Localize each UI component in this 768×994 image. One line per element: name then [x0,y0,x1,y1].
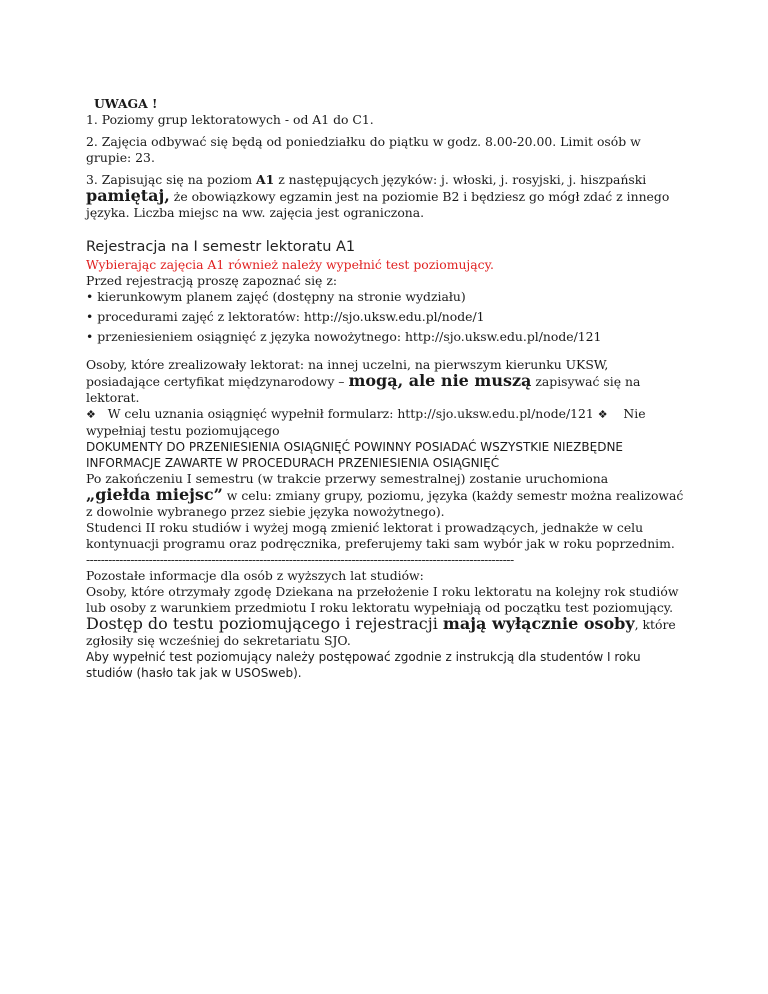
notice-item-1: 1. Poziomy grup lektoratowych - od A1 do C1. [86,112,374,127]
after-semester-text: Po zakończeniu I semestru (w trakcie przerwy semestralnej) zostanie uruchomiona [86,471,609,486]
separator-dashes: -------------------------------------------------------------------------------------------------------------------- [86,552,514,567]
notice-item-3-pre: 3. Zapisując się na poziom [86,172,257,187]
diamond-bullet-icon: ❖ [86,408,96,421]
notice-item-2: 2. Zajęcia odbywać się będą od poniedziałku do piątku w godz. 8.00-20.00. Limit osób w grupie: 23. [86,134,641,165]
second-year-text: Studenci II roku studiów i wyżej mogą zmienić lektorat i prowadzących, jednakże w celu kontynuacji programu oraz podręcznika, preferujemy taki sam wybór jak w roku poprzednim. [86,520,675,551]
others-p1-pre: Osoby, które zrealizowały lektorat: na innej uczelni, na pierwszym kierunku UKSW, posiadające certyfikat międzynarodowy – [86,357,609,389]
exchange-text: w celu: zmiany grupy, poziomu, języka (każdy semestr można realizować z dowolnie wybranego przez siebie języka nowożytnego). [86,488,684,519]
registration-warning: Wybierając zajęcia A1 również należy wypełnić test poziomujący. [86,257,494,272]
diamond-bullet-icon: ❖ [597,408,608,421]
remaining-info-heading: Pozostałe informacje dla osób z wyższych lat studiów: [86,568,424,583]
access-post: , które zgłosiły się wcześniej do sekretariatu SJO. [86,617,676,648]
notice-item-3-remember: pamiętaj, [86,186,170,205]
registration-bullet-2: • procedurami zajęć z lektoratów: http://sjo.uksw.edu.pl/node/1 [86,309,485,324]
registration-title: Rejestracja na I semestr lektoratu A1 [86,239,356,255]
notice-item-3-post: z następujących języków: j. włoski, j. rosyjski, j. hiszpański [274,172,647,187]
documents-notice: DOKUMENTY DO PRZENIESIENIA OSIĄGNIĘĆ POWINNY POSIADAĆ WSZYSTKIE NIEZBĘDNE INFORMACJE ZAWARTE W PROCEDURACH PRZENIESIENIA OSIĄGNIĘĆ [86,440,624,470]
notice-item-3-level: A1 [256,172,275,187]
others-p1-post: zapisywać się na lektorat. [86,374,641,405]
registration-bullet-1: • kierunkowym planem zajęć (dostępny na stronie wydziału) [86,289,466,304]
access-pre: Dostęp do testu poziomującego i rejestracji [86,614,443,633]
access-paragraph [86,616,686,649]
notice-item-3 [86,172,686,221]
notice-heading: UWAGA ! [94,96,158,111]
others-p1-emphasis: mogą, ale nie muszą [348,371,532,390]
others-p2-text: W celu uznania osiągnięć wypełnił formularz: http://sjo.uksw.edu.pl/node/121 [107,406,594,421]
registration-bullet-3: • przeniesieniem osiągnięć z języka nowożytnego: http://sjo.uksw.edu.pl/node/121 [86,329,602,344]
access-emphasis: mają wyłącznie osoby [442,614,635,633]
exchange-paragraph [86,487,686,520]
instruction-text: Aby wypełnić test poziomujący należy postępować zgodnie z instrukcją dla studentów I roku studiów (hasło tak jak w USOSweb). [86,650,641,680]
registration-intro: Przed rejestracją proszę zapoznać się z: [86,273,338,288]
exchange-title: „giełda miejsc” [86,485,223,504]
document-page [86,96,686,681]
notice-item-3-rest: że obowiązkowy egzamin jest na poziomie B2 i będziesz go mógł zdać z innego języka. Liczba miejsc na ww. zajęcia jest ograniczona. [86,189,670,220]
dean-consent-text: Osoby, które otrzymały zgodę Dziekana na przełożenie I roku lektoratu na kolejny rok studiów lub osoby z warunkiem przedmiotu I roku lektoratu wypełniają od początku test poziomujący. [86,584,679,615]
others-paragraph-1 [86,357,686,406]
others-p2-tail: Nie wypełniaj testu poziomującego [86,406,646,438]
others-paragraph-2 [86,406,686,439]
